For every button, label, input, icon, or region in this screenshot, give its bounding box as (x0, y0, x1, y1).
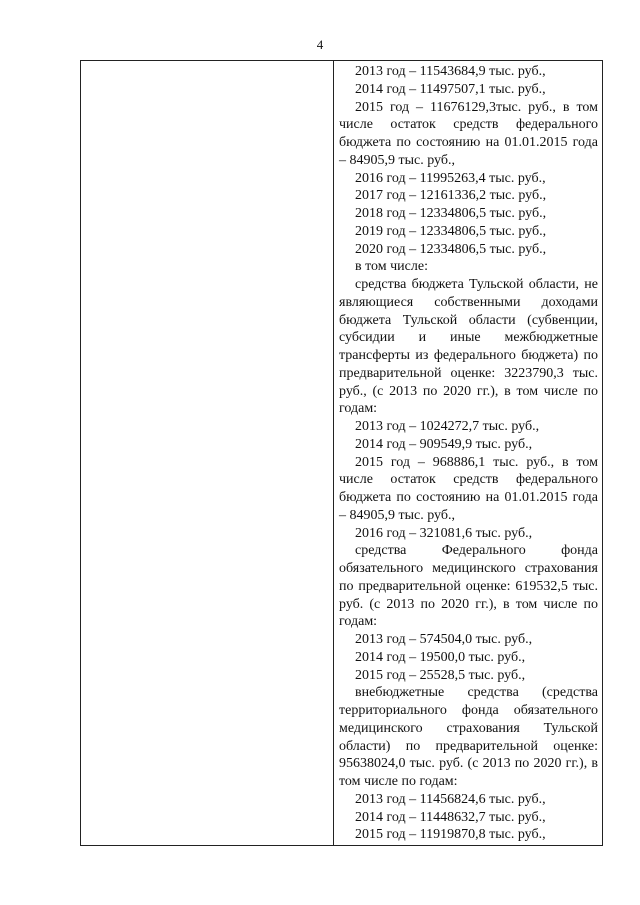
document-table (80, 60, 603, 846)
paragraph: 2014 год – 11448632,7 тыс. руб., (355, 809, 546, 825)
paragraph: 2014 год – 909549,9 тыс. руб., (355, 436, 533, 452)
paragraph: 2017 год – 12161336,2 тыс. руб., (355, 188, 547, 204)
paragraph: 2015 год – 11919870,8 тыс. руб., (355, 827, 546, 843)
paragraph: 2019 год – 12334806,5 тыс. руб., (355, 223, 547, 239)
paragraph: 2016 год – 321081,6 тыс. руб., (355, 525, 533, 541)
paragraph: 2013 год – 11456824,6 тыс. руб., (355, 791, 546, 807)
column-divider (333, 61, 334, 845)
paragraph: 2020 год – 12334806,5 тыс. руб., (355, 241, 547, 257)
right-cell (339, 63, 598, 844)
paragraph: средства Федерального фонда обязательного медицинского страхования по предварительной оценке: 619532,5 тыс. руб. (с 2013 по 2020 гг.), в том числе по годам: (339, 543, 598, 630)
paragraph: в том числе: (355, 259, 428, 275)
paragraph: 2013 год – 574504,0 тыс. руб., (355, 632, 533, 647)
paragraph: 2014 год – 11497507,1 тыс. руб., (355, 81, 546, 97)
paragraph: 2014 год – 19500,0 тыс. руб., (355, 649, 526, 665)
paragraph: 2016 год – 11995263,4 тыс. руб., (355, 170, 546, 186)
paragraph: 2015 год – 968886,1 тыс. руб., в том числе остаток средств федерального бюджета по состоянию на 01.01.2015 года – 84905,9 тыс. руб., (339, 454, 598, 523)
paragraph: 2015 год – 25528,5 тыс. руб., (355, 667, 526, 683)
paragraph: 2013 год – 1024272,7 тыс. руб., (355, 419, 540, 434)
paragraph: 2015 год – 11676129,3тыс. руб., в том числе остаток средств федерального бюджета по состоянию на 01.01.2015 года – 84905,9 тыс. руб., (339, 99, 598, 168)
paragraph: 2013 год – 11543684,9 тыс. руб., (355, 64, 546, 79)
page-number: 4 (316, 37, 324, 52)
paragraph: внебюджетные средства (средства территориального фонда обязательного медицинского страхования Тульской области) по предварительной оценке: 95638024,0 тыс. руб. (с 2013 по 2020 гг.), в том числе по годам: (339, 685, 598, 789)
paragraph: 2018 год – 12334806,5 тыс. руб., (355, 206, 547, 221)
paragraph: средства бюджета Тульской области, не являющиеся собственными доходами бюджета Тульской области (субвенции, субсидии и иные межбюджетные трансферты из федерального бюджета) по предварительной оценке: 3223790,3 тыс. руб., (с 2013 по 2020 гг.), в том числе по годам: (339, 277, 598, 417)
